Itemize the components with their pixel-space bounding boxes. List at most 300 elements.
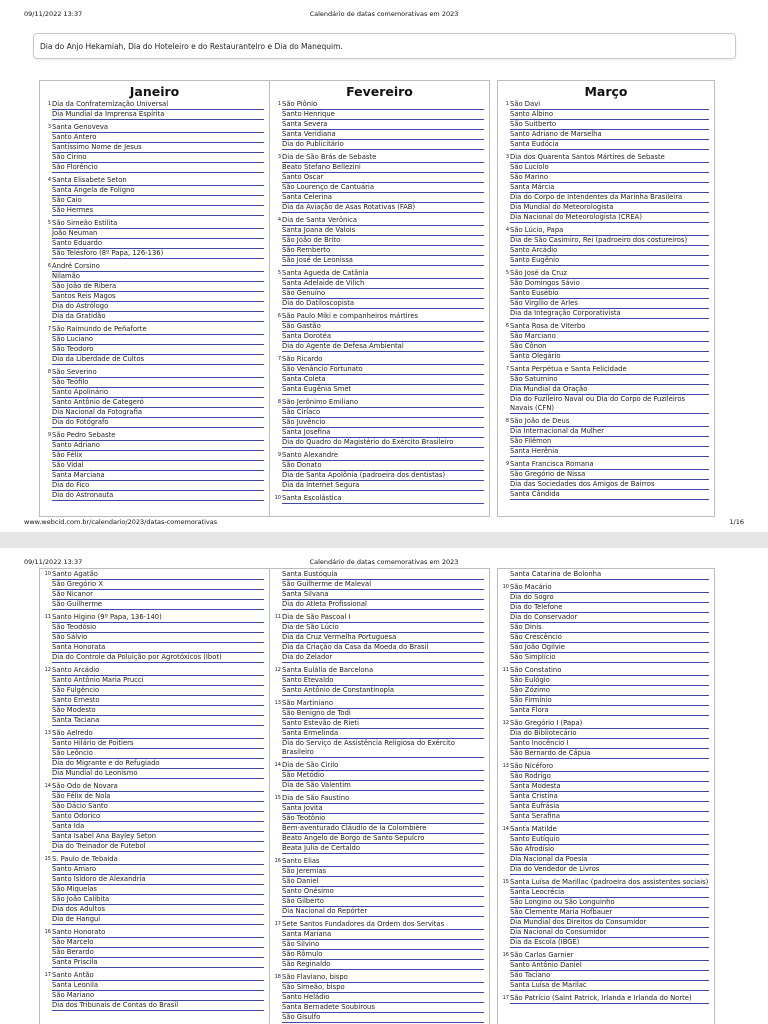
observance-entry: Santo Hilário de Poitiers: [52, 739, 264, 749]
day-group: [498, 951, 714, 991]
observance-entry: Santa Luísa de Marillac (padroeira dos assistentes sociais): [510, 878, 709, 886]
day-group: [270, 857, 489, 917]
observance-entry: São Nicanor: [52, 590, 264, 600]
observance-entry: Santo Etevaldo: [282, 676, 484, 686]
day-group: [270, 269, 489, 309]
observance-entry: Santa Perpétua e Santa Felicidade: [510, 365, 709, 375]
observance-entry: São Simeão, bispo: [282, 983, 484, 993]
observance-entry: Santo Eutíquio: [510, 835, 709, 845]
observance-entry: Santo Antônio Daniel: [510, 961, 709, 971]
observance-entry: São Caio: [52, 196, 264, 206]
observance-entry: São Clemente Maria Hofbauer: [510, 908, 709, 918]
day-number: 17: [502, 995, 509, 1001]
observance-entry: Santa Cândida: [510, 490, 709, 500]
day-group: [40, 100, 269, 120]
day-group: [40, 176, 269, 216]
observance-entry: São Longino ou São Longuinho: [510, 898, 709, 908]
observance-entry: Dia da Internet Segura: [282, 481, 484, 491]
observance-entry: São Cônon: [510, 342, 709, 352]
day-number: 11: [44, 614, 51, 620]
observance-entry: Dia do Publicitário: [282, 140, 484, 150]
day-group: [270, 699, 489, 758]
observance-entry: Santa Genoveva: [52, 123, 264, 133]
day-number: 11: [502, 667, 509, 673]
observance-entry: Santo Elias: [282, 857, 484, 867]
observance-entry: São Piônio: [282, 100, 484, 110]
observance-entry: Santa Catarina de Bolonha: [510, 570, 709, 580]
day-group: [498, 570, 714, 580]
observance-entry: São Reginaldo: [282, 960, 484, 970]
day-group: [40, 928, 269, 968]
month-column-janeiro-cont: [39, 568, 270, 1024]
observance-entry: S. Paulo de Tebaida: [52, 855, 264, 865]
day-group: [498, 100, 714, 150]
day-number: 14: [502, 826, 509, 832]
observance-entry: São Teodósio: [52, 623, 264, 633]
observance-entry: Dia do Quadro do Magistério do Exército Brasileiro: [282, 438, 484, 448]
observance-entry: Dia do Serviço de Assistência Religiosa do Exército Brasileiro: [282, 739, 484, 758]
observance-entry: Santa Elisabete Seton: [52, 176, 264, 186]
day-group: [40, 368, 269, 428]
day-number: 7: [505, 366, 509, 372]
day-number: 12: [274, 667, 281, 673]
observance-entry: São Patrício (Saint Patrick, Irlanda e Irlanda do Norte): [510, 994, 709, 1004]
day-group: [270, 570, 489, 610]
observance-entry: Santa Escolástica: [282, 494, 484, 504]
observance-entry: São Guilherme: [52, 600, 264, 610]
observance-entry: São Jerônimo Emiliano: [282, 398, 484, 408]
observance-entry: Santa Severa: [282, 120, 484, 130]
day-group: [498, 666, 714, 716]
observance-entry: São Marino: [510, 173, 709, 183]
observance-entry: Santa Serafina: [510, 812, 709, 822]
observance-entry: Dia de São Lúcio: [282, 623, 484, 633]
observance-entry: Santa Bernadete Soubirous: [282, 1003, 484, 1013]
observance-entry: São Martiniano: [282, 699, 484, 709]
observance-entry: São Florêncio: [52, 163, 264, 173]
observance-entry: Dia do Agente de Defesa Ambiental: [282, 342, 484, 352]
day-number: 10: [502, 584, 509, 590]
observance-entry: São Nicéforo: [510, 762, 709, 772]
pdf-page-2: [0, 548, 768, 1024]
observance-entry: São Gregório de Nissa: [510, 470, 709, 480]
page-footer: [0, 518, 768, 528]
day-number: 15: [502, 879, 509, 885]
observance-entry: Santo Ernesto: [52, 696, 264, 706]
day-group: [498, 153, 714, 223]
observance-entry: São Vidal: [52, 461, 264, 471]
observance-entry: Dia Nacional da Fotografia: [52, 408, 264, 418]
day-number: 17: [274, 921, 281, 927]
observance-entry: Santo Antero: [52, 133, 264, 143]
observance-entry: Santa Luísa de Marilac: [510, 981, 709, 991]
observance-entry: São José da Cruz: [510, 269, 709, 279]
observance-entry: São Paulo Miki e companheiros mártires: [282, 312, 484, 322]
observance-entry: Santo Eugênio: [510, 256, 709, 266]
observance-entry: São Genuíno: [282, 289, 484, 299]
day-number: 3: [277, 154, 281, 160]
observance-entry: Santo Adriano: [52, 441, 264, 451]
day-group: [40, 431, 269, 501]
day-group: [270, 666, 489, 696]
observance-entry: Sete Santos Fundadores da Ordem dos Servitas: [282, 920, 484, 930]
day-number: 8: [277, 399, 281, 405]
observance-entry: São João Calibita: [52, 895, 264, 905]
observance-entry: São Donato: [282, 461, 484, 471]
observance-entry: Santa Ida: [52, 822, 264, 832]
day-number: 5: [505, 270, 509, 276]
day-number: 1: [277, 101, 281, 107]
observance-entry: Santo Arcádio: [510, 246, 709, 256]
observance-entry: São Berardo: [52, 948, 264, 958]
observance-entry: Santíssimo Nome de Jesus: [52, 143, 264, 153]
observance-entry: Dia dos Adultos: [52, 905, 264, 915]
observance-entry: São Gastão: [282, 322, 484, 332]
observance-entry: São Marciano: [510, 332, 709, 342]
day-group: [40, 855, 269, 925]
month-column-janeiro: [39, 80, 270, 517]
observance-entry: Santa Veridiana: [282, 130, 484, 140]
month-column-marco: [497, 80, 715, 517]
observance-entry: Dia da Escola (IBGE): [510, 938, 709, 948]
observance-entry: São Telésforo (8º Papa, 126-136): [52, 249, 264, 259]
today-message-box: Dia do Anjo Hekamiah, Dia do Hoteleiro e do Restaurantelro e Dia do Manequim.: [33, 33, 736, 59]
day-number: 7: [47, 326, 51, 332]
source-url[interactable]: www.webcid.com.br/calendario/2023/datas-comemorativas: [24, 518, 218, 526]
observance-entry: Santa Honorata: [52, 643, 264, 653]
observance-entry: São Jeremias: [282, 867, 484, 877]
day-group: [498, 365, 714, 414]
observance-entry: Santa Márcia: [510, 183, 709, 193]
observance-entry: São João de Deus: [510, 417, 709, 427]
observance-entry: Nilamão: [52, 272, 264, 282]
observance-entry: Dia de Hangui: [52, 915, 264, 925]
observance-entry: Santo Oscar: [282, 173, 484, 183]
observance-entry: Dia da Gratidão: [52, 312, 264, 322]
observance-entry: Dia de São Cirilo: [282, 761, 484, 771]
observance-entry: Dia do Atleta Profissional: [282, 600, 484, 610]
observance-entry: São Dinis: [510, 623, 709, 633]
observance-entry: Santo Albino: [510, 110, 709, 120]
observance-entry: São Bernardo de Cápua: [510, 749, 709, 759]
day-group: [40, 219, 269, 259]
observance-entry: São Domingos Sávio: [510, 279, 709, 289]
observance-entry: Dia Nacional do Consumidor: [510, 928, 709, 938]
document-title: Calendário de datas comemorativas em 2023: [309, 10, 459, 18]
observance-entry: São João de Ribera: [52, 282, 264, 292]
observance-entry: São Saturnino: [510, 375, 709, 385]
observance-entry: Santo Antão: [52, 971, 264, 981]
observance-entry: Santa Eufrásia: [510, 802, 709, 812]
day-number: 8: [505, 418, 509, 424]
observance-entry: São Ricardo: [282, 355, 484, 365]
observance-entry: São Ciríaco: [282, 408, 484, 418]
observance-entry: Santa Cristina: [510, 792, 709, 802]
observance-entry: Santa Eugênia Smet: [282, 385, 484, 395]
month-column-fevereiro-cont: [269, 568, 490, 1024]
day-number: 12: [44, 667, 51, 673]
day-number: 13: [502, 763, 509, 769]
observance-entry: Santo Onésimo: [282, 887, 484, 897]
day-number: 1: [47, 101, 51, 107]
observance-entry: São Silvino: [282, 940, 484, 950]
observance-entry: São Guilherme de Maleval: [282, 580, 484, 590]
day-number: 16: [44, 929, 51, 935]
observance-entry: São Metódio: [282, 771, 484, 781]
observance-entry: Dia do Migrante e do Refugiado: [52, 759, 264, 769]
observance-entry: Santa Ermelinda: [282, 729, 484, 739]
day-number: 4: [505, 227, 509, 233]
print-datetime: 09/11/2022 13:37: [24, 10, 83, 18]
day-number: 1: [505, 101, 509, 107]
observance-entry: São Leôncio: [52, 749, 264, 759]
day-number: 9: [505, 461, 509, 467]
day-group: [270, 355, 489, 395]
observance-entry: Santa Rosa de Viterbo: [510, 322, 709, 332]
observance-entry: São Remberto: [282, 246, 484, 256]
day-number: 5: [277, 270, 281, 276]
day-group: [270, 761, 489, 791]
observance-entry: Dia do Sogro: [510, 593, 709, 603]
observance-entry: Dia do Fotógrafo: [52, 418, 264, 428]
observance-entry: Santo Isidoro de Alexandria: [52, 875, 264, 885]
observance-entry: Beato Angelo de Borgo de Santo Sepulcro: [282, 834, 484, 844]
observance-entry: Santo Arcádio: [52, 666, 264, 676]
observance-entry: Santa Jovita: [282, 804, 484, 814]
observance-entry: Santa Dorotéa: [282, 332, 484, 342]
observance-entry: Santo Amaro: [52, 865, 264, 875]
day-number: 16: [274, 858, 281, 864]
day-number: 15: [44, 856, 51, 862]
day-number: 12: [502, 720, 509, 726]
observance-entry: Dia de Santa Apolônia (padroeira dos dentistas): [282, 471, 484, 481]
day-group: [40, 123, 269, 173]
observance-entry: Dia dos Quarenta Santos Mártires de Sebaste: [510, 153, 709, 163]
observance-entry: São Juvêncio: [282, 418, 484, 428]
observance-entry: Santa Herênia: [510, 447, 709, 457]
observance-entry: São Gregório X: [52, 580, 264, 590]
day-number: 18: [274, 974, 281, 980]
observance-entry: Dia Internacional da Mulher: [510, 427, 709, 437]
observance-entry: São Sálvio: [52, 633, 264, 643]
observance-entry: Santa Leonila: [52, 981, 264, 991]
observance-entry: Santa Modesta: [510, 782, 709, 792]
observance-entry: Santa Silvana: [282, 590, 484, 600]
observance-entry: São Suitberto: [510, 120, 709, 130]
observance-entry: São Miquelas: [52, 885, 264, 895]
day-group: [498, 322, 714, 362]
day-group: [270, 973, 489, 1023]
observance-entry: Santa Taciana: [52, 716, 264, 726]
observance-entry: São Firmínio: [510, 696, 709, 706]
day-number: 7: [277, 356, 281, 362]
observance-entry: São Marcelo: [52, 938, 264, 948]
day-number: 6: [47, 263, 51, 269]
page-number: 1/16: [729, 518, 744, 526]
observance-entry: Dia de São Casimiro, Rei (padroeiro dos costureiros): [510, 236, 709, 246]
observance-entry: Dia do Controle da Poluição por Agrotóxicos (Ibot): [52, 653, 264, 663]
observance-entry: São Hermes: [52, 206, 264, 216]
observance-entry: São Aelredo: [52, 729, 264, 739]
observance-entry: Santo Higino (9º Papa, 136-140): [52, 613, 264, 623]
observance-entry: João Neuman: [52, 229, 264, 239]
observance-entry: Dia de São Valentim: [282, 781, 484, 791]
observance-entry: Dia do Vendedor de Livros: [510, 865, 709, 875]
observance-entry: Santo Eusébio: [510, 289, 709, 299]
observance-entry: São Macário: [510, 583, 709, 593]
day-number: 13: [44, 730, 51, 736]
observance-entry: São Lourenço de Cantuária: [282, 183, 484, 193]
observance-entry: Bem-aventurado Cláudio de la Colombière: [282, 824, 484, 834]
day-group: [40, 570, 269, 610]
observance-entry: Dia da Cruz Vermelha Portuguesa: [282, 633, 484, 643]
day-group: [270, 494, 489, 504]
day-number: 10: [44, 571, 51, 577]
observance-entry: São Gregório I (Papa): [510, 719, 709, 729]
day-number: 6: [505, 323, 509, 329]
observance-entry: Santa Águeda de Catânia: [282, 269, 484, 279]
observance-entry: Santa Eustóquia: [282, 570, 484, 580]
day-group: [270, 312, 489, 352]
day-group: [498, 762, 714, 822]
day-number: 4: [47, 177, 51, 183]
observance-entry: Santa Eulália de Barcelona: [282, 666, 484, 676]
observance-entry: Santo Antônio Maria Prucci: [52, 676, 264, 686]
month-title: Março: [584, 84, 628, 99]
day-number: 8: [47, 369, 51, 375]
day-group: [498, 825, 714, 875]
day-group: [40, 262, 269, 322]
observance-entry: São Pedro Sebaste: [52, 431, 264, 441]
observance-entry: São Venâncio Fortunato: [282, 365, 484, 375]
print-datetime: 09/11/2022 13:37: [24, 558, 83, 566]
observance-entry: Beato Stefano Bellezini: [282, 163, 484, 173]
observance-entry: São Fulgêncio: [52, 686, 264, 696]
observance-entry: Santa Josefina: [282, 428, 484, 438]
day-group: [270, 216, 489, 266]
observance-entry: São Constatino: [510, 666, 709, 676]
day-group: [40, 666, 269, 726]
day-group: [270, 153, 489, 213]
observance-entry: São Gilberto: [282, 897, 484, 907]
observance-entry: Santo Odorico: [52, 812, 264, 822]
day-number: 15: [274, 795, 281, 801]
observance-entry: São Félix: [52, 451, 264, 461]
observance-entry: São Virgílio de Arles: [510, 299, 709, 309]
observance-entry: Santo Olegário: [510, 352, 709, 362]
observance-entry: Dia Nacional do Meteorologista (CREA): [510, 213, 709, 223]
observance-entry: São Crescêncio: [510, 633, 709, 643]
day-group: [270, 794, 489, 854]
observance-entry: Dia do Astrólogo: [52, 302, 264, 312]
observance-entry: André Corsino: [52, 262, 264, 272]
day-number: 16: [502, 952, 509, 958]
observance-entry: São Odo de Novara: [52, 782, 264, 792]
observance-entry: São Severino: [52, 368, 264, 378]
observance-entry: Dia Mundial dos Direitos do Consumidor: [510, 918, 709, 928]
observance-entry: Dia de São Brás de Sebaste: [282, 153, 484, 163]
observance-entry: São Davi: [510, 100, 709, 110]
day-group: [270, 100, 489, 150]
observance-entry: Santa Marciana: [52, 471, 264, 481]
document-title: Calendário de datas comemorativas em 2023: [309, 558, 459, 566]
day-group: [270, 613, 489, 663]
observance-entry: Santa Francisca Romana: [510, 460, 709, 470]
observance-entry: São Félix de Nola: [52, 792, 264, 802]
day-group: [270, 398, 489, 448]
day-group: [498, 719, 714, 759]
observance-entry: Santo Antônio de Categeró: [52, 398, 264, 408]
day-group: [270, 920, 489, 970]
day-group: [498, 226, 714, 266]
observance-entry: Beata Julia de Certaldo: [282, 844, 484, 854]
day-group: [498, 583, 714, 663]
day-number: 10: [274, 495, 281, 501]
observance-entry: Dia da Criação da Casa da Moeda do Brasil: [282, 643, 484, 653]
day-number: 14: [274, 762, 281, 768]
observance-entry: São Lucíolo: [510, 163, 709, 173]
observance-entry: São Flaviano, bispo: [282, 973, 484, 983]
observance-entry: São Teotônio: [282, 814, 484, 824]
observance-entry: São Taciano: [510, 971, 709, 981]
day-number: 9: [47, 432, 51, 438]
day-number: 4: [277, 217, 281, 223]
observance-entry: Dia do Zelador: [282, 653, 484, 663]
observance-entry: Santo Agatão: [52, 570, 264, 580]
day-group: [40, 971, 269, 1011]
day-group: [270, 451, 489, 491]
observance-entry: São Teodoro: [52, 345, 264, 355]
observance-entry: Dia Nacional do Repórter: [282, 907, 484, 917]
observance-entry: São Lúcio, Papa: [510, 226, 709, 236]
observance-entry: Dia do Astronauta: [52, 491, 264, 501]
observance-entry: Dia das Sociedades dos Amigos de Bairros: [510, 480, 709, 490]
observance-entry: Santa Matilde: [510, 825, 709, 835]
observance-entry: São Rodrigo: [510, 772, 709, 782]
observance-entry: Santo Honorato: [52, 928, 264, 938]
day-group: [40, 613, 269, 663]
month-column-marco-cont: [497, 568, 715, 1024]
observance-entry: São João de Brito: [282, 236, 484, 246]
observance-entry: São José de Leonissa: [282, 256, 484, 266]
observance-entry: Santa Leocrécia: [510, 888, 709, 898]
observance-entry: São Carlos Garnier: [510, 951, 709, 961]
observance-entry: Santo Henrique: [282, 110, 484, 120]
observance-entry: Dia do Treinador de Futebol: [52, 842, 264, 852]
day-number: 3: [47, 124, 51, 130]
day-group: [498, 878, 714, 948]
observance-entry: Santo Estevão de Rieti: [282, 719, 484, 729]
observance-entry: Santa Isabel Ana Bayley Seton: [52, 832, 264, 842]
observance-entry: São João Ogilvie: [510, 643, 709, 653]
day-group: [498, 994, 714, 1004]
observance-entry: Santo Eduardo: [52, 239, 264, 249]
observance-entry: Dia Nacional da Poesia: [510, 855, 709, 865]
observance-entry: São Daniel: [282, 877, 484, 887]
observance-entry: São Rômulo: [282, 950, 484, 960]
observance-entry: Dia Mundial da Imprensa Espírita: [52, 110, 264, 120]
observance-entry: Santo Adriano de Marselha: [510, 130, 709, 140]
observance-entry: Santo Inocêncio I: [510, 739, 709, 749]
observance-entry: Dia do Fuzileiro Naval ou Dia do Corpo de Fuzileiros Navais (CFN): [510, 395, 709, 414]
day-group: [40, 325, 269, 365]
observance-entry: São Simplício: [510, 653, 709, 663]
observance-entry: Santa Adelaide de Vilich: [282, 279, 484, 289]
observance-entry: Santa Mariana: [282, 930, 484, 940]
observance-entry: Dia do Fico: [52, 481, 264, 491]
observance-entry: São Gisulfo: [282, 1013, 484, 1023]
month-column-fevereiro: [269, 80, 490, 517]
